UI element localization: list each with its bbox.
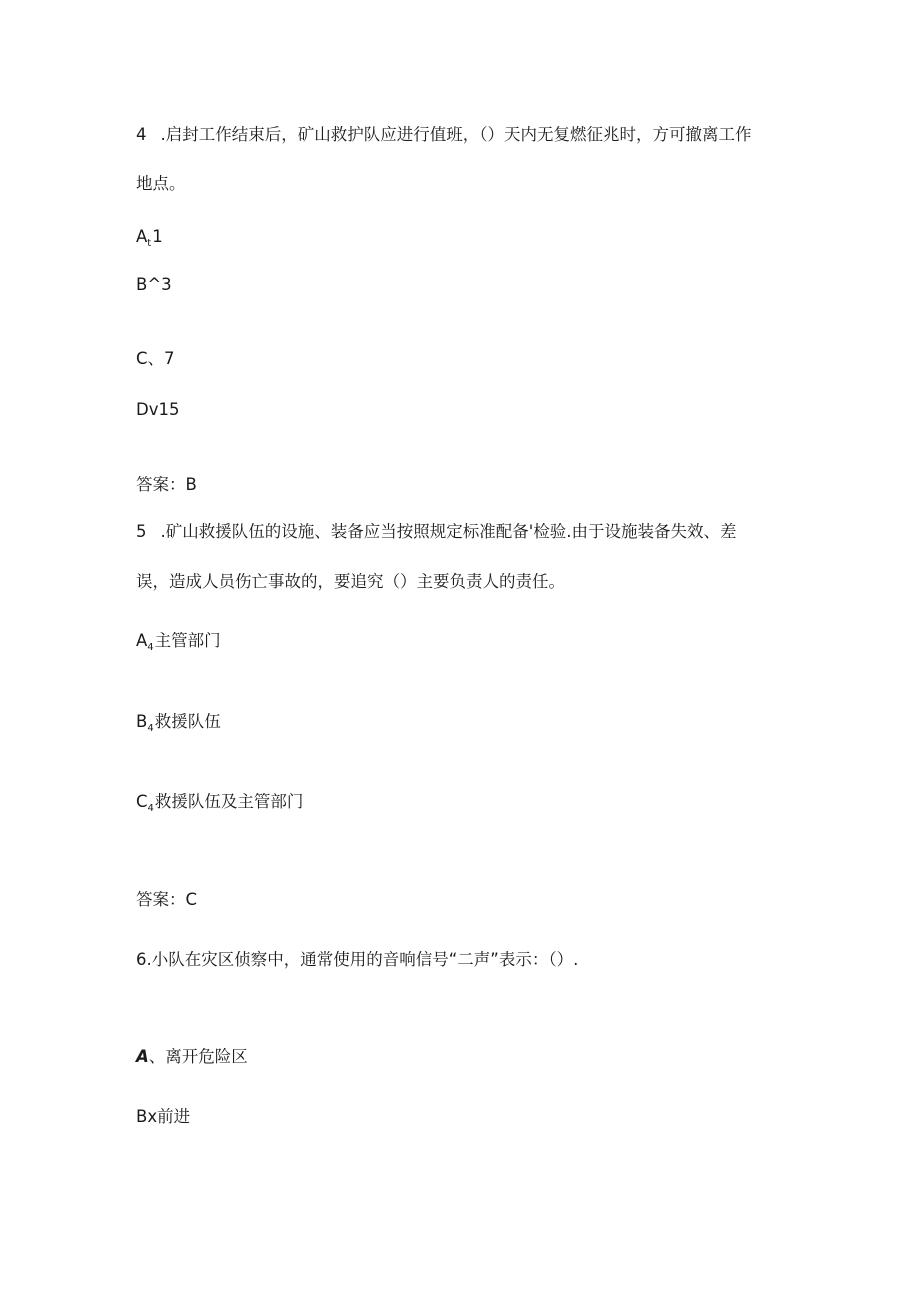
question-5-stem-line2: 误，造成人员伤亡事故的，要追究（）主要负责人的责任。 [136, 572, 565, 591]
question-5-answer: 答案：C [136, 890, 198, 909]
question-4-stem-line1 [136, 124, 752, 146]
question-number: 5 [136, 522, 147, 541]
question-text: .启封工作结束后，矿山救护队应进行值班，（）天内无复燃征兆时，方可撤离工作 [160, 125, 752, 144]
question-5-stem-line1 [136, 521, 737, 543]
question-number: 4 [136, 125, 147, 144]
question-4-stem-line2: 地点。 [136, 174, 186, 193]
question-text: .小队在灾区侦察中，通常使用的音响信号“二声”表示：（）. [146, 950, 579, 969]
question-6-stem-line1 [136, 949, 578, 971]
question-4-answer: 答案：B [136, 475, 197, 494]
question-text: .矿山救援队伍的设施、装备应当按照规定标准配备'检验.由于设施装备失效、差 [160, 522, 737, 541]
question-number: 6 [136, 950, 147, 969]
question-5-option-a: $A_4$主管部门 [136, 631, 221, 653]
question-4-option-a: $A_t1$ [136, 227, 163, 249]
question-4-option-b: B^3 [136, 275, 172, 294]
question-6-option-a: A、离开危险区 [136, 1047, 248, 1066]
question-4-option-c: C、7 [136, 349, 175, 368]
question-5-option-b: $B_4$救援队伍 [136, 712, 221, 734]
question-4-option-d: Dv15 [136, 400, 180, 419]
question-5-option-c: $C_4$救援队伍及主管部门 [136, 792, 304, 814]
question-6-option-b: Bx前进 [136, 1107, 191, 1126]
